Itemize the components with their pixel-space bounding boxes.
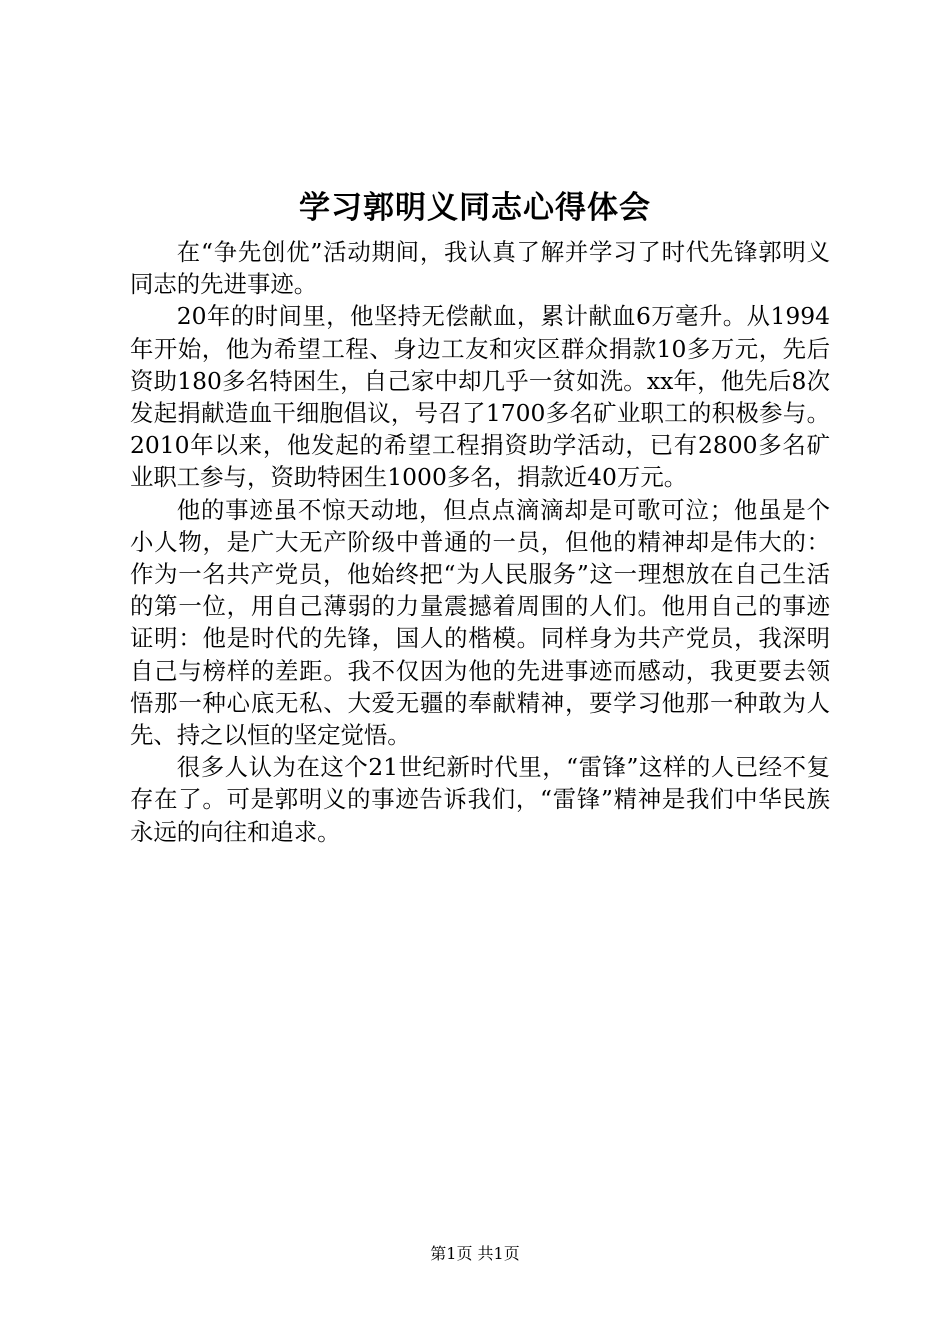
paragraph-4: 很多人认为在这个21世纪新时代里，“雷锋”这样的人已经不复存在了。可是郭明义的事迹告诉我们，“雷锋”精神是我们中华民族永远的向往和追求。	[130, 753, 830, 846]
document-body	[130, 236, 830, 848]
document-title: 学习郭明义同志心得体会	[299, 190, 651, 226]
paragraph-2: 20年的时间里，他坚持无偿献血，累计献血6万毫升。从1994年开始，他为希望工程、身边工友和灾区群众捐款10多万元，先后资助180多名特困生，自己家中却几乎一贫如洗。xx年，他先后8次发起捐献造血干细胞倡议，号召了1700多名矿业职工的积极参与。2010年以来，他发起的希望工程捐资助学活动，已有2800多名矿业职工参与，资助特困生1000多名，捐款近40万元。	[130, 302, 830, 492]
paragraph-3: 他的事迹虽不惊天动地，但点点滴滴却是可歌可泣；他虽是个小人物，是广大无产阶级中普通的一员，但他的精神却是伟大的：作为一名共产党员，他始终把“为人民服务”这一理想放在自己生活的第一位，用自己薄弱的力量震撼着周围的人们。他用自己的事迹证明：他是时代的先锋，国人的楷模。同样身为共产党员，我深明自己与榜样的差距。我不仅因为他的先进事迹而感动，我更要去领悟那一种心底无私、大爱无疆的奉献精神，要学习他那一种敢为人先、持之以恒的坚定觉悟。	[130, 495, 830, 750]
paragraph-1: 在“争先创优”活动期间，我认真了解并学习了时代先锋郭明义同志的先进事迹。	[130, 238, 830, 299]
page-footer: 第1页 共1页	[430, 1244, 520, 1263]
